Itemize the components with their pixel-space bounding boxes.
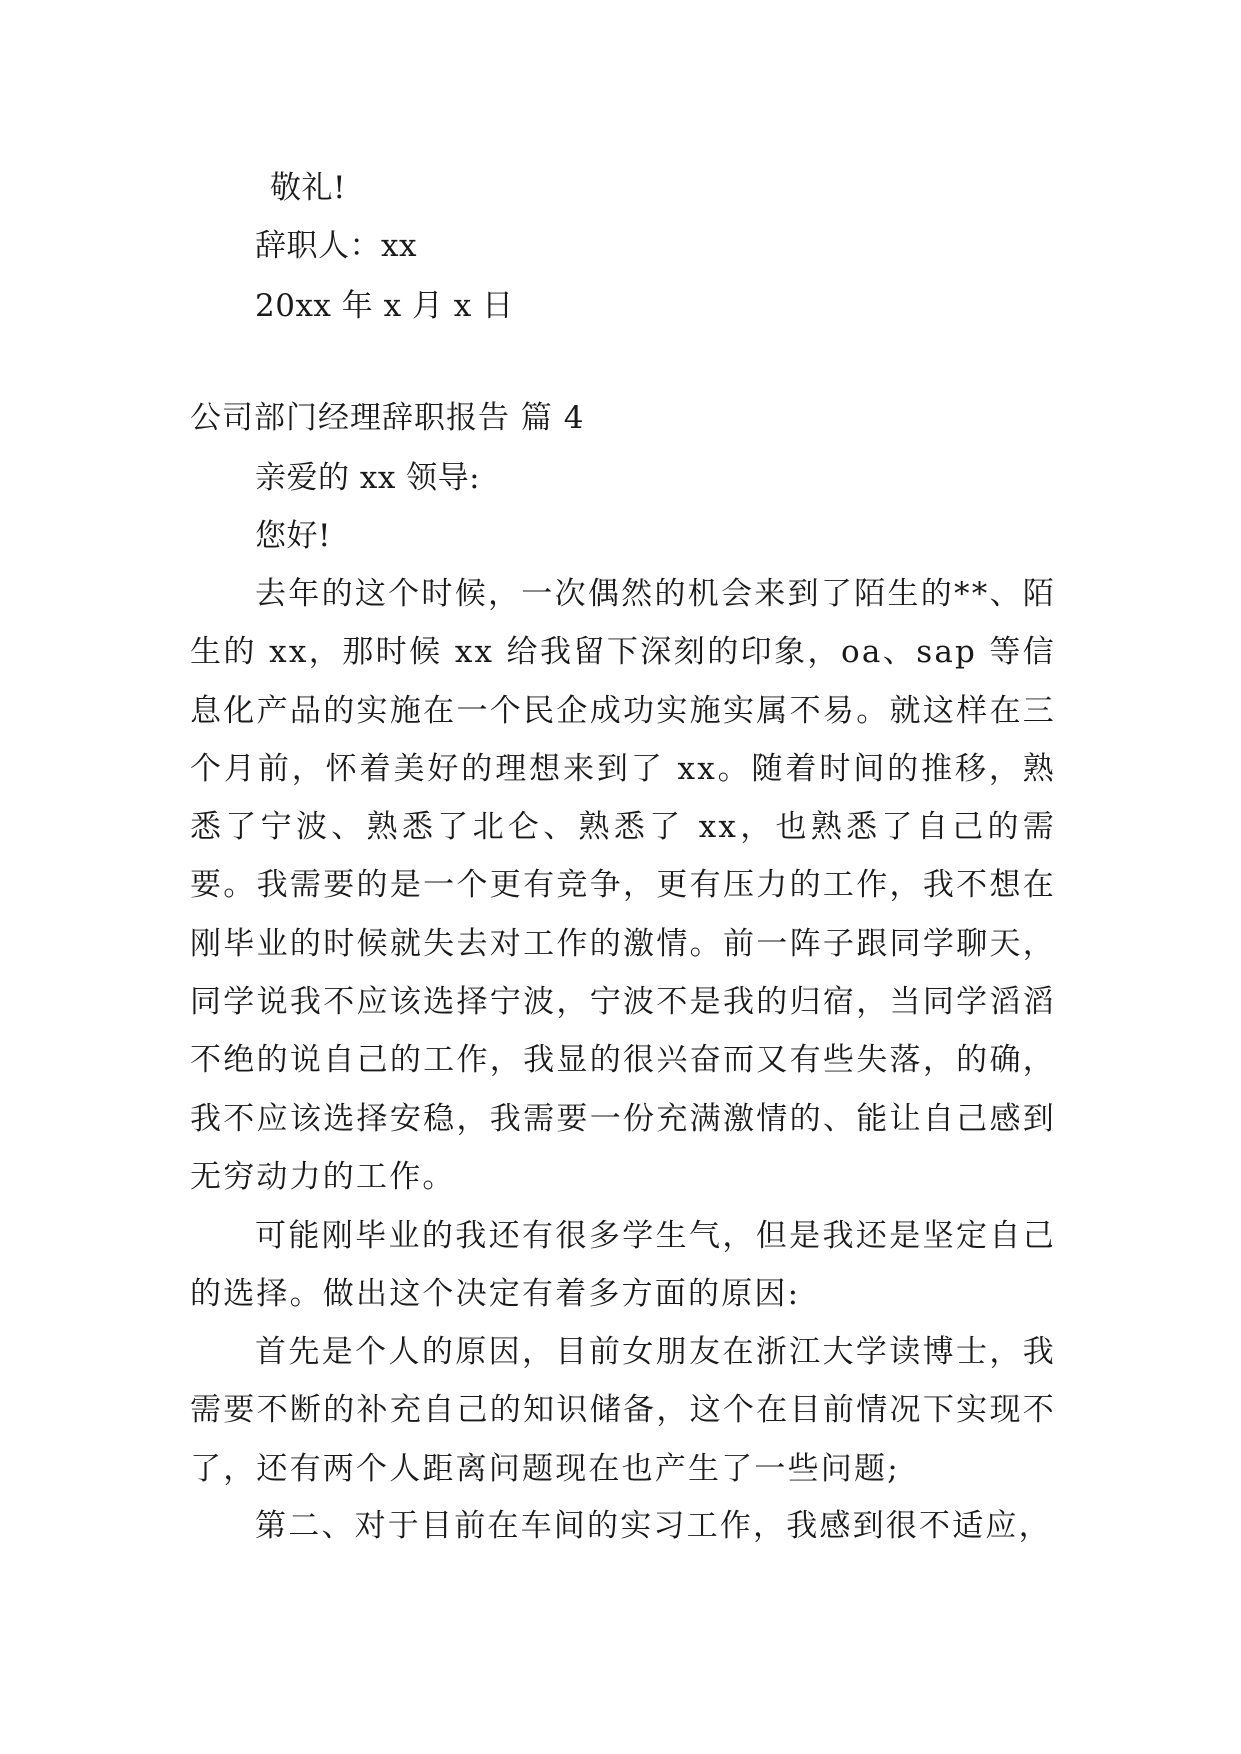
body-paragraph: 可能刚毕业的我还有很多学生气，但是我还是坚定自己的选择。做出这个决定有着多方面的原因:: [190, 1218, 1056, 1313]
signer-line: 辞职人：xx: [255, 228, 417, 264]
body-paragraph: 首先是个人的原因，目前女朋友在浙江大学读博士，我需要不断的补充自己的知识储备，这个在目前情况下实现不了，还有两个人距离问题现在也产生了一些问题;: [190, 1334, 1056, 1487]
hello-line: 您好!: [255, 518, 331, 554]
closing-salutation: 敬礼!: [270, 170, 346, 206]
body-paragraph: 去年的这个时候，一次偶然的机会来到了陌生的**、陌生的 xx，那时候 xx 给我留下深刻的印象，oa、sap 等信息化产品的实施在一个民企成功实施实属不易。就这样在三个月前，怀着美好的理想来到了 xx。随着时间的推移，熟悉了宁波、熟悉了北仑、熟悉了 xx，也熟悉了自己的需要。我需要的是一个更有竞争，更有压力的工作，我不想在刚毕业的时候就失去对工作的激情。前一阵子跟同学聊天，同学说我不应该选择宁波，宁波不是我的归宿，当同学滔滔不绝的说自己的工作，我显的很兴奋而又有些失落，的确，我不应该选择安稳，我需要一份充满激情的、能让自己感到无穷动力的工作。: [190, 576, 1056, 1195]
body-paragraph: 第二、对于目前在车间的实习工作，我感到很不适应，: [255, 1508, 1052, 1544]
greeting-line: 亲爱的 xx 领导:: [255, 460, 481, 496]
date-line: 20xx 年 x 月 x 日: [255, 288, 514, 324]
section-title: 公司部门经理辞职报告 篇 4: [190, 400, 585, 436]
